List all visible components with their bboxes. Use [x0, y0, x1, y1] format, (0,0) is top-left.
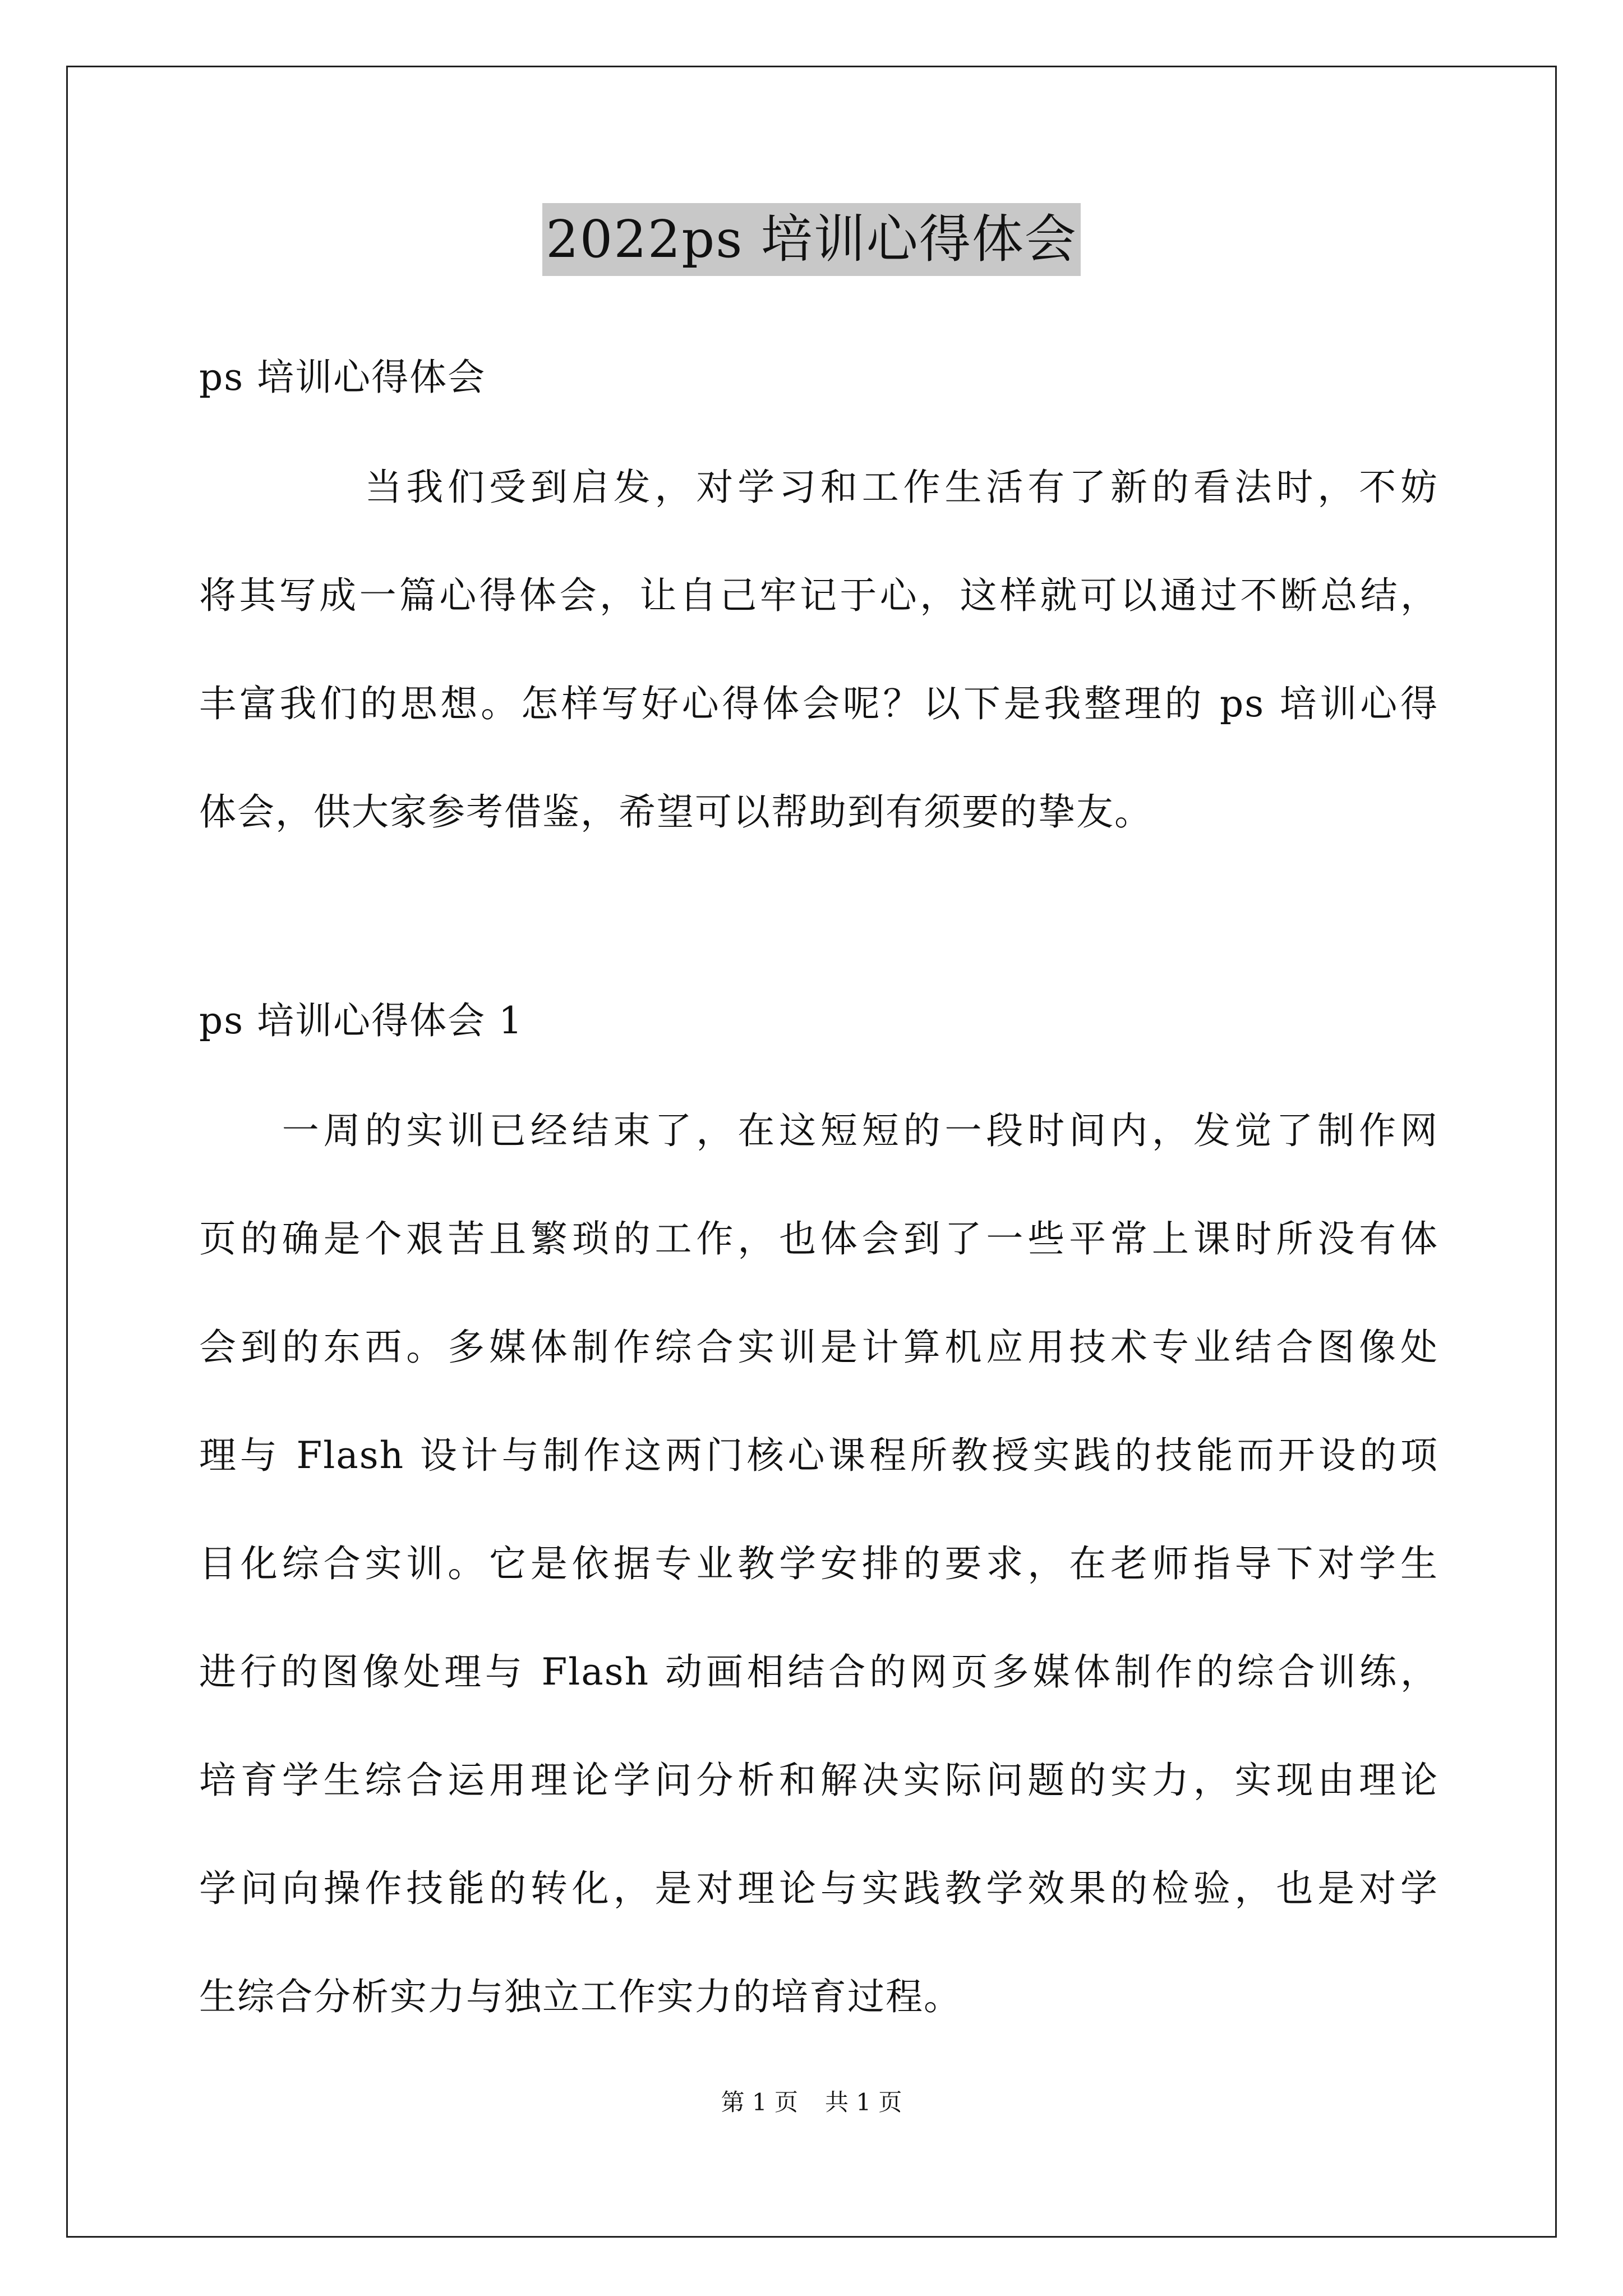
paragraph-line: 将其写成一篇心得体会，让自己牢记于心，这样就可以通过不断总结， [199, 574, 1438, 617]
page-footer [0, 2086, 1623, 2119]
paragraph-line: 丰富我们的思想。怎样写好心得体会呢？以下是我整理的 ps 培训心得 [199, 682, 1438, 725]
paragraph-line: 理与 Flash 设计与制作这两门核心课程所教授实践的技能而开设的项 [199, 1434, 1438, 1477]
section-heading-1: ps 培训心得体会 1 [199, 999, 524, 1042]
paragraph-line: 生综合分析实力与独立工作实力的培育过程。 [199, 1975, 962, 2018]
page-number-current: 第 1 页 [721, 2088, 798, 2116]
paragraph-line: 学问向操作技能的转化，是对理论与实践教学效果的检验，也是对学 [199, 1867, 1438, 1910]
title-container [0, 203, 1623, 276]
section-heading-intro: ps 培训心得体会 [199, 356, 486, 399]
paragraph-line: 会到的东西。多媒体制作综合实训是计算机应用技术专业结合图像处 [199, 1326, 1438, 1369]
paragraph-line: 培育学生综合运用理论学问分析和解决实际问题的实力，实现由理论 [199, 1759, 1438, 1802]
page-number-total: 共 1 页 [825, 2088, 902, 2116]
paragraph-line: 目化综合实训。它是依据专业教学安排的要求，在老师指导下对学生 [199, 1542, 1438, 1585]
paragraph-line: 体会，供大家参考借鉴，希望可以帮助到有须要的挚友。 [199, 790, 1152, 834]
paragraph-line: 当我们受到启发，对学习和工作生活有了新的看法时，不妨 [199, 466, 1438, 509]
paragraph-line: 进行的图像处理与 Flash 动画相结合的网页多媒体制作的综合训练， [199, 1650, 1438, 1694]
paragraph-line: 页的确是个艰苦且繁琐的工作，也体会到了一些平常上课时所没有体 [199, 1217, 1438, 1260]
paragraph-line: 一周的实训已经结束了，在这短短的一段时间内，发觉了制作网 [199, 1109, 1438, 1152]
document-title: 2022ps 培训心得体会 [542, 203, 1080, 276]
